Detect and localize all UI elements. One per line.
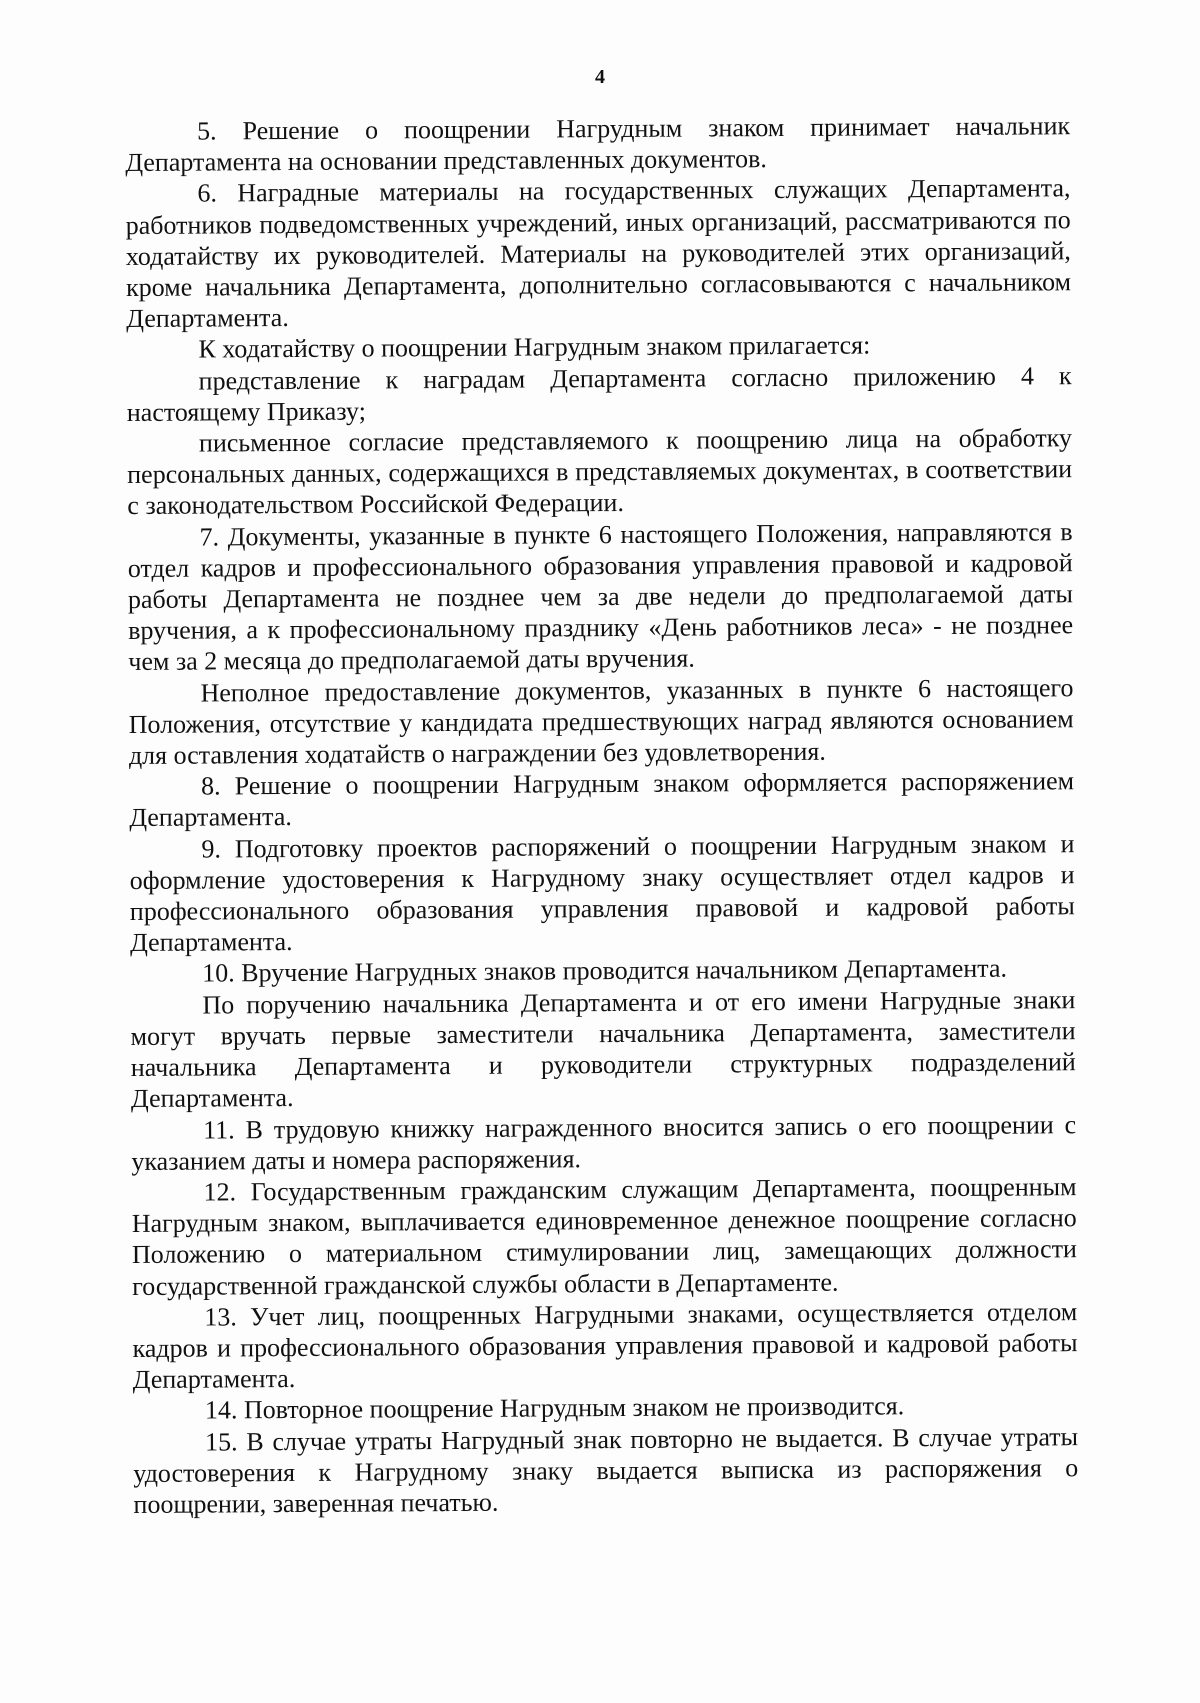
paragraph-15: 15. В случае утраты Нагрудный знак повторно не выдается. В случае утраты удостоверения к Нагрудному знаку выдается выписка из распоряжения о поощрении, заверенная печатью. [133, 1421, 1079, 1519]
paragraph-13: 13. Учет лиц, поощренных Нагрудными знаками, осуществляется отделом кадров и профессионального образования управления правовой и кадровой работы Департамента. [132, 1296, 1078, 1395]
page-number: 4 [595, 66, 605, 88]
paragraph-6-attachment-2: письменное согласие представляемого к поощрению лица на обработку персональных данных, содержащихся в представляемых документах, в соответствии с законодательством Российской Федерации. [127, 423, 1073, 521]
paragraph-11: 11. В трудовую книжку награжденного вносится запись о его поощрении с указанием даты и номера распоряжения. [131, 1109, 1077, 1176]
paragraph-6-attachment-1: представление к наградам Департамента согласно приложению 4 к настоящему Приказу; [126, 360, 1072, 427]
paragraph-8: 8. Решение о поощрении Нагрудным знаком оформляется распоряжением Департамента. [129, 766, 1075, 833]
paragraph-7-incomplete: Неполное предоставление документов, указанных в пункте 6 настоящего Положения, отсутствие у кандидата предшествующих наград являются основанием для оставления ходатайств о награждении без удовлетворения. [128, 672, 1074, 771]
paragraph-14: 14. Повторное поощрение Нагрудным знаком не производится. [204, 1391, 905, 1425]
paragraph-9: 9. Подготовку проектов распоряжений о поощрении Нагрудным знаком и оформление удостоверения к Нагрудному знаку осуществляет отдел кадров и профессионального образования управления правовой и кадровой работы Департамента. [129, 828, 1075, 958]
paragraph-7: 7. Документы, указанные в пункте 6 настоящего Положения, направляются в отдел кадров и профессионального образования управления правовой и кадровой работы Департамента не позднее чем за две недели до предполагаемой даты вручения, а к профессиональному празднику «День работников леса» - не позднее чем за 2 месяца до предполагаемой даты вручения. [127, 516, 1074, 677]
paragraph-10-delegation: По поручению начальника Департамента и от его имени Нагрудные знаки могут вручать первые заместители начальника Департамента, заместители начальника Департамента и руководители структурных подразделений Департамента. [130, 984, 1076, 1114]
paragraph-12: 12. Государственным гражданским служащим Департамента, поощренным Нагрудным знаком, выплачивается единовременное денежное поощрение согласно Положению о материальном стимулировании лиц, замещающих должности государственной гражданской службы области в Департаменте. [131, 1172, 1078, 1301]
paragraph-10: 10. Вручение Нагрудных знаков проводится начальником Департамента. [202, 954, 1008, 989]
document-body [125, 110, 1079, 1520]
paragraph-6: 6. Наградные материалы на государственных служащих Департамента, работников подведомственных учреждений, иных организаций, рассматриваются по ходатайству их руководителей. Материалы на руководителей этих организаций, кроме начальника Департамента, дополнительно согласовываются с начальником Департамента. [125, 173, 1072, 334]
paragraph-6-attachments-intro: К ходатайству о поощрении Нагрудным знаком прилагается: [198, 330, 871, 364]
paragraph-5: 5. Решение о поощрении Нагрудным знаком принимает начальник Департамента на основании представленных документов. [125, 111, 1071, 178]
